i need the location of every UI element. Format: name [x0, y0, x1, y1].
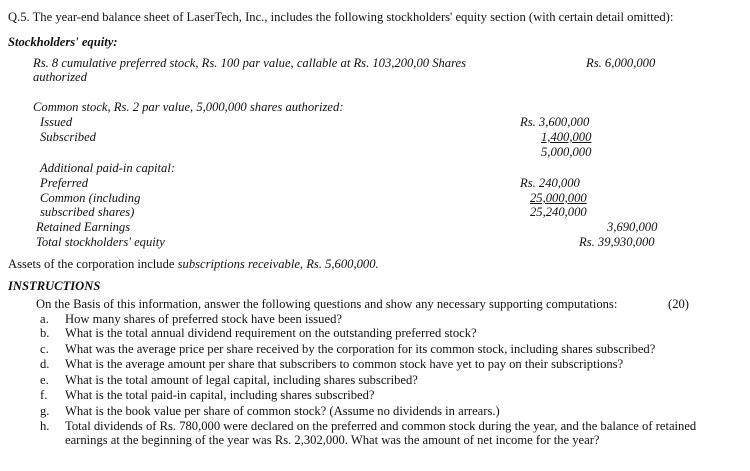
question-text: Q.5. The year-end balance sheet of LaserTech, Inc., includes the following stockholders' equity section (with certain detail omitted): [8, 10, 674, 24]
preferred-stock-amount: Rs. 6,000,000 [586, 56, 656, 70]
item-a-text: How many shares of preferred stock have been issued? [65, 312, 342, 326]
common-stock-total: 5,000,000 [541, 145, 592, 159]
apic-common-label-line1: Common (including [40, 191, 141, 205]
item-b-text: What is the total annual dividend requirement on the outstanding preferred stock? [65, 326, 477, 340]
item-c-letter: c. [40, 342, 49, 356]
item-h-text: Total dividends of Rs. 780,000 were declared on the preferred and common stock during the year, and the balance of retained earnings at the beginning of the year was Rs. 2,302,000. What was the amount of net income for the year? [65, 419, 697, 447]
item-f-text: What is the total paid-in capital, including shares subscribed? [65, 388, 375, 402]
common-issued-label: Issued [40, 115, 73, 129]
common-subscribed-label: Subscribed [40, 130, 96, 144]
common-issued-amount: Rs. 3,600,000 [520, 115, 590, 129]
apic-total: 25,240,000 [530, 205, 587, 219]
total-equity-amount: Rs. 39,930,000 [579, 235, 655, 249]
stockholders-equity-heading: Stockholders' equity: [8, 35, 118, 49]
assets-note [8, 257, 379, 271]
item-c-text: What was the average price per share received by the corporation for its common stock, including shares subscribed? [65, 342, 656, 356]
item-g-text: What is the book value per share of common stock? (Assume no dividends in arrears.) [65, 404, 500, 418]
item-b-letter: b. [40, 326, 50, 340]
item-h-letter: h. [40, 419, 50, 433]
apic-common-label-line2: subscribed shares) [40, 205, 135, 219]
instructions-marks: (20) [668, 297, 689, 311]
item-e-text: What is the total amount of legal capital, including shares subscribed? [65, 373, 418, 387]
item-g-letter: g. [40, 404, 50, 418]
item-d-text: What is the average amount per share that subscribers to common stock have yet to pay on their subscriptions? [65, 357, 624, 371]
total-equity-label: Total stockholders' equity [36, 235, 165, 249]
instructions-heading: INSTRUCTIONS [8, 279, 101, 293]
apic-common-amount: 25,000,000 [530, 191, 587, 205]
item-f-letter: f. [40, 388, 48, 402]
item-d-letter: d. [40, 357, 50, 371]
common-subscribed-amount: 1,400,000 [541, 130, 592, 144]
retained-earnings-label: Retained Earnings [36, 220, 131, 234]
instructions-intro: On the Basis of this information, answer the following questions and show any necessary supporting computations: [36, 297, 618, 311]
assets-note-italic: subscriptions receivable, Rs. 5,600,000. [177, 257, 379, 271]
item-e-letter: e. [40, 373, 49, 387]
apic-preferred-label: Preferred [40, 176, 89, 190]
apic-preferred-amount: Rs. 240,000 [520, 176, 580, 190]
common-stock-description: Common stock, Rs. 2 par value, 5,000,000 shares authorized: [33, 100, 344, 114]
assets-note-prefix: Assets of the corporation include [8, 257, 178, 271]
item-a-letter: a. [40, 312, 49, 326]
preferred-stock-description: Rs. 8 cumulative preferred stock, Rs. 100 par value, callable at Rs. 103,200,00 Shares authorized [33, 56, 467, 84]
retained-earnings-amount: 3,690,000 [607, 220, 658, 234]
apic-label: Additional paid-in capital: [40, 161, 176, 175]
